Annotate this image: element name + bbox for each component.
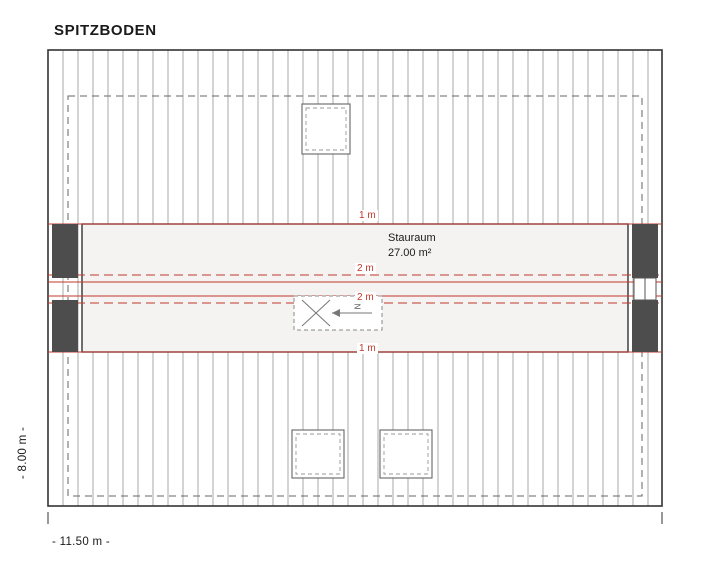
room-label xyxy=(388,231,436,261)
stauraum-room xyxy=(48,224,662,352)
ceiling-height-top-1m: 1 m xyxy=(359,210,376,221)
shaft-bottom-right xyxy=(380,430,432,478)
dimension-height-label: - 8.00 m - xyxy=(17,426,29,480)
room-name: Stauraum xyxy=(388,232,436,244)
room-area: 27.00 m² xyxy=(388,247,432,259)
shaft-bottom-left xyxy=(292,430,344,478)
chimney-top xyxy=(302,104,350,154)
stair-direction-label: N xyxy=(353,303,363,310)
ceiling-height-bottom-1m: 1 m xyxy=(359,343,376,354)
ceiling-height-upper-2m: 2 m xyxy=(357,263,374,274)
dimension-width-label: - 11.50 m - xyxy=(52,536,111,548)
ceiling-height-lower-2m: 2 m xyxy=(357,292,374,303)
page-title: SPITZBODEN xyxy=(54,22,157,39)
